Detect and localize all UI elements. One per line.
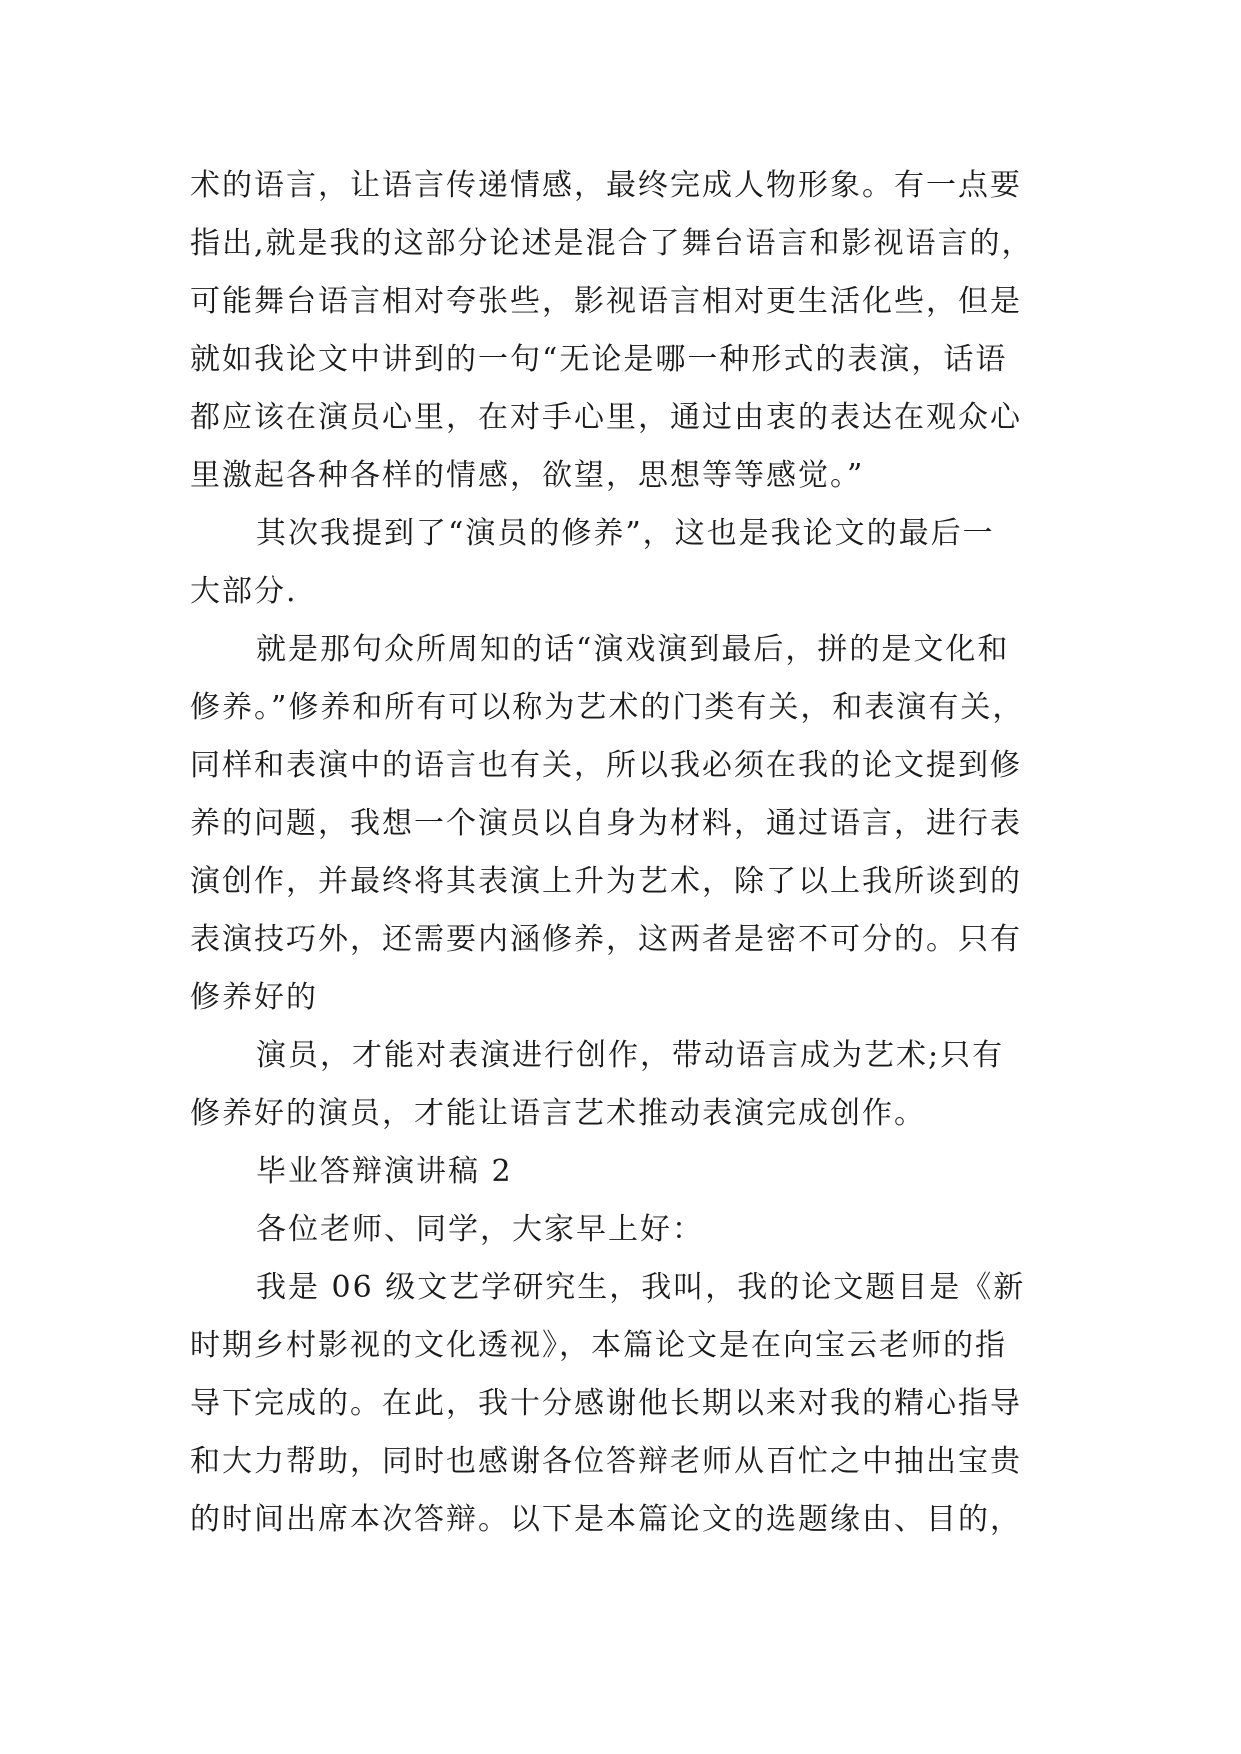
text-line: 的时间出席本次答辩。以下是本篇论文的选题缘由、目的， — [190, 1502, 1022, 1537]
text-line: 大部分. — [190, 574, 298, 609]
text-line: 指出,就是我的这部分论述是混合了舞台语言和影视语言的， — [190, 226, 1034, 261]
paragraph-first-line: 其次我提到了“演员的修养”，这也是我论文的最后一 — [256, 516, 995, 551]
greeting-line: 各位老师、同学，大家早上好： — [256, 1212, 704, 1247]
text-line: 里激起各种各样的情感，欲望，思想等等感觉。” — [190, 458, 865, 493]
text-line: 都应该在演员心里，在对手心里，通过由衷的表达在观众心 — [190, 400, 1022, 435]
text-line: 演创作，并最终将其表演上升为艺术，除了以上我所谈到的 — [190, 864, 1022, 899]
paragraph-first-line: 演员，才能对表演进行创作，带动语言成为艺术;只有 — [256, 1038, 1005, 1073]
section-heading: 毕业答辩演讲稿 2 — [256, 1154, 513, 1189]
text-line: 同样和表演中的语言也有关，所以我必须在我的论文提到修 — [190, 748, 1022, 783]
text-line: 术的语言，让语言传递情感，最终完成人物形象。有一点要 — [190, 168, 1022, 203]
paragraph-first-line: 我是 06 级文艺学研究生，我叫，我的论文题目是《新 — [256, 1270, 1026, 1305]
text-line: 就如我论文中讲到的一句“无论是哪一种形式的表演，话语 — [190, 342, 1008, 377]
paragraph-first-line: 就是那句众所周知的话“演戏演到最后，拼的是文化和 — [256, 632, 1010, 667]
text-line: 可能舞台语言相对夸张些，影视语言相对更生活化些，但是 — [190, 284, 1022, 319]
text-line: 和大力帮助，同时也感谢各位答辩老师从百忙之中抽出宝贵 — [190, 1444, 1022, 1479]
text-line: 修养。”修养和所有可以称为艺术的门类有关，和表演有关， — [190, 690, 1025, 725]
text-line: 养的问题，我想一个演员以自身为材料，通过语言，进行表 — [190, 806, 1022, 841]
text-line: 时期乡村影视的文化透视》，本篇论文是在向宝云老师的指 — [190, 1328, 1007, 1363]
text-line: 修养好的演员，才能让语言艺术推动表演完成创作。 — [190, 1096, 926, 1131]
text-line: 修养好的 — [190, 980, 318, 1015]
text-line: 导下完成的。在此，我十分感谢他长期以来对我的精心指导 — [190, 1386, 1022, 1421]
text-line: 表演技巧外，还需要内涵修养，这两者是密不可分的。只有 — [190, 922, 1022, 957]
